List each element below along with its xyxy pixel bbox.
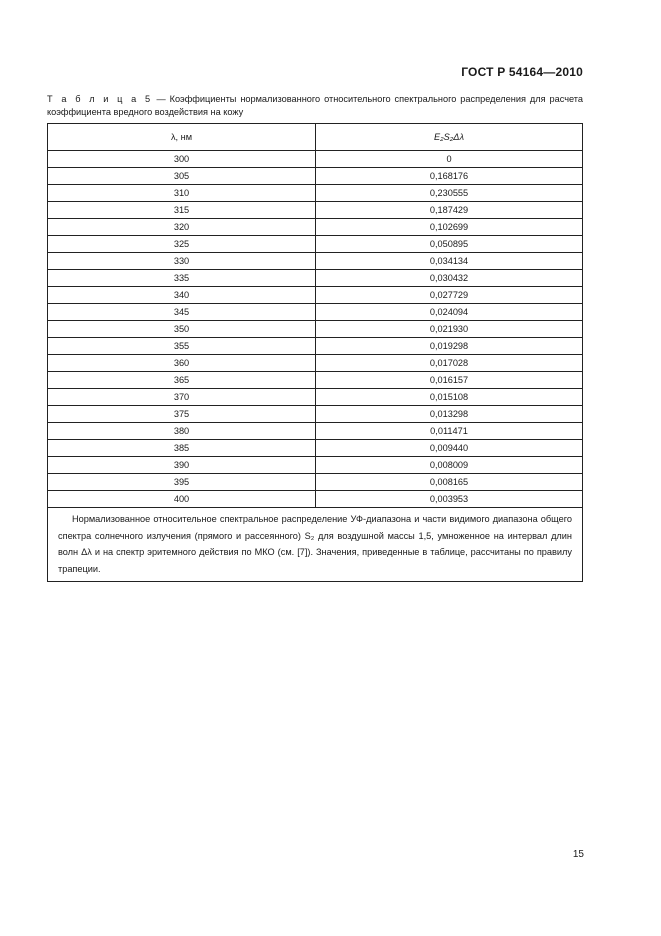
cell-coefficient: 0 xyxy=(316,151,583,168)
cell-coefficient: 0,102699 xyxy=(316,219,583,236)
table-row xyxy=(48,389,583,406)
table-row xyxy=(48,236,583,253)
cell-wavelength: 360 xyxy=(48,355,316,372)
cell-coefficient: 0,021930 xyxy=(316,321,583,338)
cell-wavelength: 350 xyxy=(48,321,316,338)
cell-coefficient: 0,015108 xyxy=(316,389,583,406)
cell-wavelength: 305 xyxy=(48,168,316,185)
table-row xyxy=(48,253,583,270)
cell-coefficient: 0,003953 xyxy=(316,491,583,508)
table-row xyxy=(48,202,583,219)
cell-wavelength: 390 xyxy=(48,457,316,474)
column-header-coefficient: E₂S₂Δλ xyxy=(316,124,583,151)
table-row xyxy=(48,457,583,474)
cell-coefficient: 0,030432 xyxy=(316,270,583,287)
cell-coefficient: 0,024094 xyxy=(316,304,583,321)
cell-coefficient: 0,034134 xyxy=(316,253,583,270)
cell-wavelength: 340 xyxy=(48,287,316,304)
table-row xyxy=(48,151,583,168)
cell-wavelength: 320 xyxy=(48,219,316,236)
table-row xyxy=(48,168,583,185)
table-row xyxy=(48,304,583,321)
cell-wavelength: 400 xyxy=(48,491,316,508)
table-caption xyxy=(47,93,583,119)
table-row xyxy=(48,219,583,236)
table-row xyxy=(48,423,583,440)
table-row xyxy=(48,270,583,287)
cell-wavelength: 300 xyxy=(48,151,316,168)
table-row xyxy=(48,474,583,491)
cell-coefficient: 0,011471 xyxy=(316,423,583,440)
table-header-row xyxy=(48,124,583,151)
cell-wavelength: 345 xyxy=(48,304,316,321)
cell-wavelength: 335 xyxy=(48,270,316,287)
table-row xyxy=(48,440,583,457)
table-row xyxy=(48,287,583,304)
cell-wavelength: 380 xyxy=(48,423,316,440)
table-row xyxy=(48,321,583,338)
table-note xyxy=(48,508,583,582)
table-note-text: Нормализованное относительное спектральное распределение УФ-диапазона и части видимого диапазона общего спектра солнечного излучения (прямого и рассеянного) S₂ для воздушной массы 1,5, умноженное на интервал длин волн Δλ и на спектр эритемного действия по МКО (см. [7]). Значения, приведенные в таблице, рассчитаны по правилу трапеции. xyxy=(58,514,572,574)
cell-wavelength: 375 xyxy=(48,406,316,423)
column-header-wavelength: λ, нм xyxy=(48,124,316,151)
cell-coefficient: 0,050895 xyxy=(316,236,583,253)
table-body xyxy=(48,151,583,582)
cell-wavelength: 385 xyxy=(48,440,316,457)
page-number: 15 xyxy=(572,849,584,860)
cell-coefficient: 0,008009 xyxy=(316,457,583,474)
cell-wavelength: 355 xyxy=(48,338,316,355)
cell-coefficient: 0,008165 xyxy=(316,474,583,491)
cell-coefficient: 0,027729 xyxy=(316,287,583,304)
table-row xyxy=(48,355,583,372)
cell-coefficient: 0,013298 xyxy=(316,406,583,423)
cell-coefficient: 0,016157 xyxy=(316,372,583,389)
document-code: ГОСТ Р 54164—2010 xyxy=(461,65,583,79)
cell-coefficient: 0,019298 xyxy=(316,338,583,355)
cell-coefficient: 0,009440 xyxy=(316,440,583,457)
coefficients-table xyxy=(47,123,583,582)
cell-wavelength: 370 xyxy=(48,389,316,406)
cell-coefficient: 0,230555 xyxy=(316,185,583,202)
table-row xyxy=(48,185,583,202)
cell-wavelength: 315 xyxy=(48,202,316,219)
table-caption-text: — Коэффициенты нормализованного относительного спектрального распределения для расчета коэффициента вредного воздействия на кожу xyxy=(47,94,584,117)
cell-wavelength: 365 xyxy=(48,372,316,389)
table-row xyxy=(48,338,583,355)
cell-coefficient: 0,187429 xyxy=(316,202,583,219)
cell-wavelength: 325 xyxy=(48,236,316,253)
cell-wavelength: 330 xyxy=(48,253,316,270)
cell-coefficient: 0,168176 xyxy=(316,168,583,185)
table-row xyxy=(48,372,583,389)
table-row xyxy=(48,491,583,508)
cell-wavelength: 310 xyxy=(48,185,316,202)
cell-coefficient: 0,017028 xyxy=(316,355,583,372)
cell-wavelength: 395 xyxy=(48,474,316,491)
table-row xyxy=(48,406,583,423)
table-note-row xyxy=(48,508,583,582)
table-caption-label: Т а б л и ц а 5 xyxy=(47,94,153,104)
